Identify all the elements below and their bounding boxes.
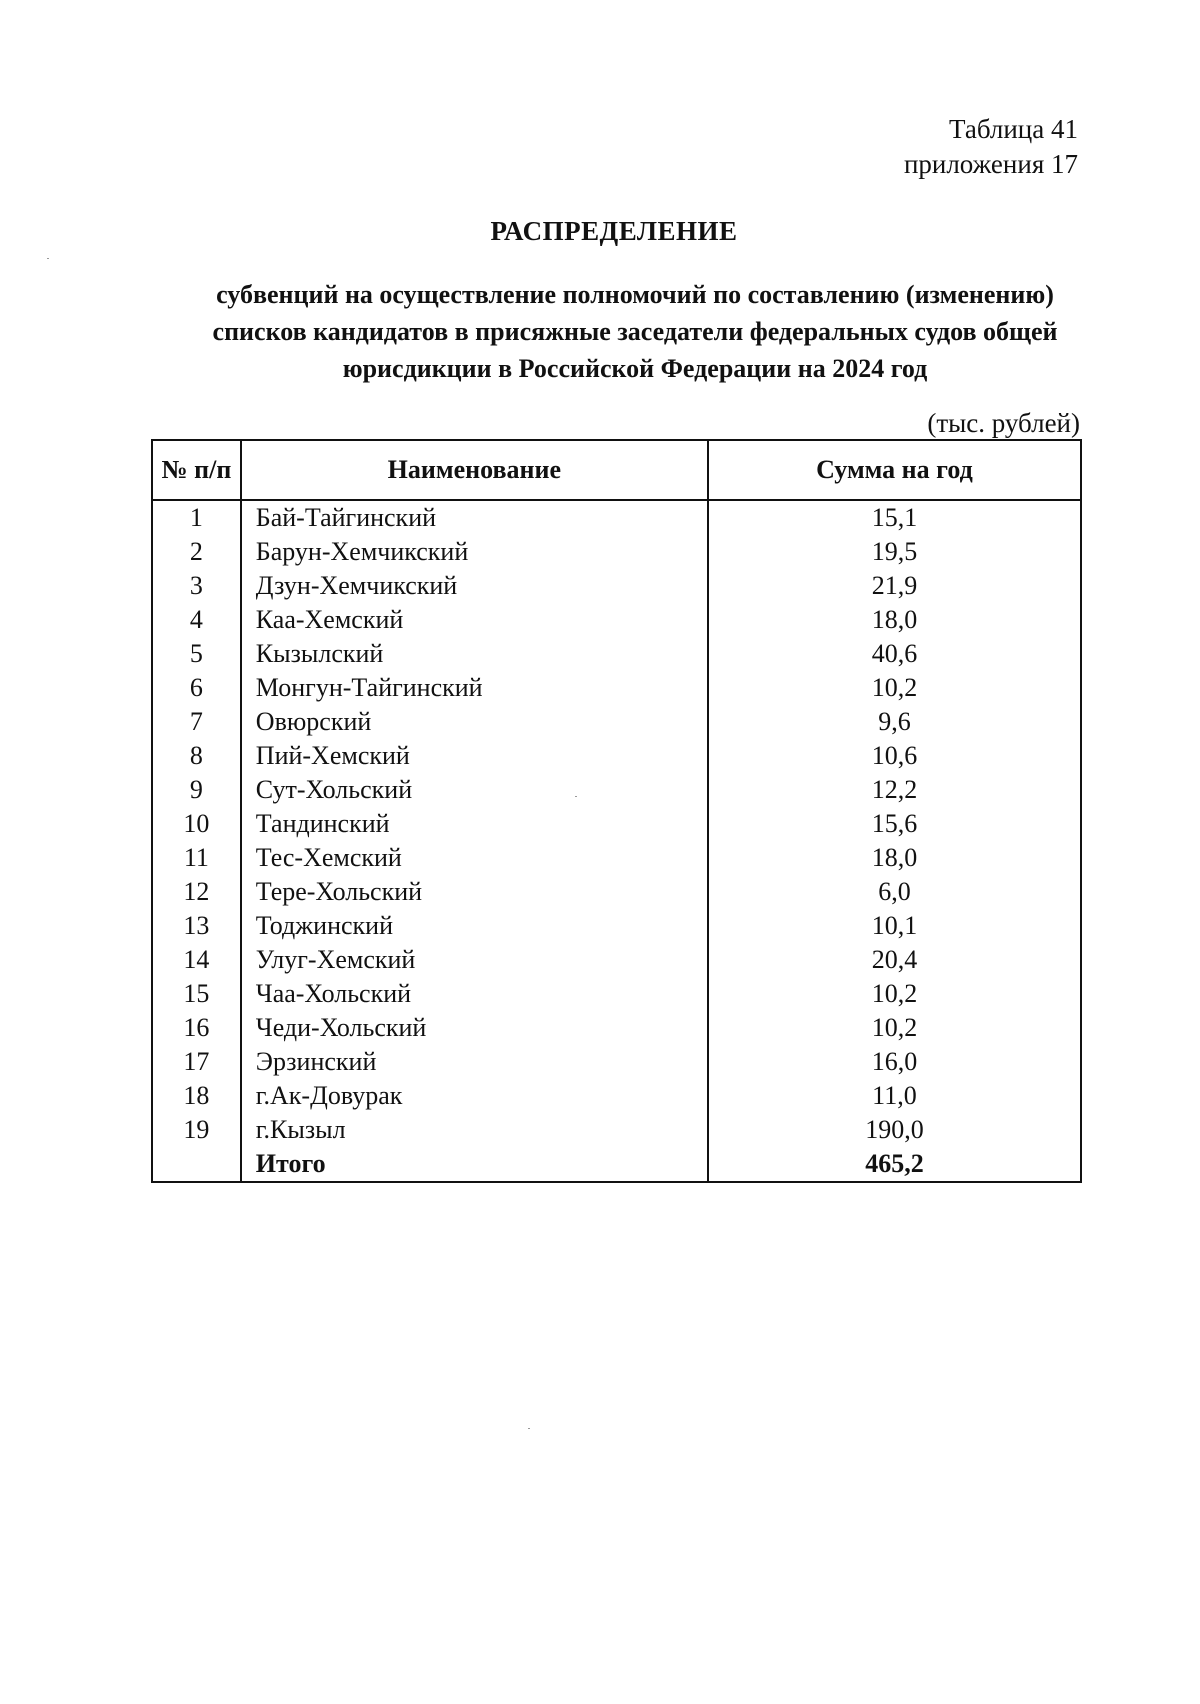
table-row	[152, 1011, 1081, 1045]
row-number: 11	[152, 841, 241, 875]
appendix-reference: приложения 17	[903, 149, 1078, 179]
row-number: 5	[152, 637, 241, 671]
table-row	[152, 637, 1081, 671]
row-sum: 12,2	[708, 773, 1081, 807]
table-row	[152, 535, 1081, 569]
table-row	[152, 875, 1081, 909]
table-row	[152, 773, 1081, 807]
row-number: 9	[152, 773, 241, 807]
row-number: 19	[152, 1113, 241, 1147]
table-row	[152, 671, 1081, 705]
row-number: 16	[152, 1011, 241, 1045]
row-number: 12	[152, 875, 241, 909]
table-body	[152, 500, 1081, 1182]
row-name: Чеди-Хольский	[241, 1011, 708, 1045]
table-row	[152, 603, 1081, 637]
row-sum: 6,0	[708, 875, 1081, 909]
row-name: Кызылский	[241, 637, 708, 671]
row-name: Бай-Тайгинский	[241, 500, 708, 535]
row-name: Овюрский	[241, 705, 708, 739]
row-sum: 10,2	[708, 1011, 1081, 1045]
row-name: Тандинский	[241, 807, 708, 841]
row-sum: 18,0	[708, 841, 1081, 875]
header-sum: Сумма на год	[708, 440, 1081, 500]
row-name: Сут-Хольский	[241, 773, 708, 807]
scan-speck	[47, 258, 49, 259]
subtitle-line-1: субвенций на осуществление полномочий по составлению (изменению)	[216, 280, 1054, 309]
row-number: 7	[152, 705, 241, 739]
row-number: 1	[152, 500, 241, 535]
row-sum: 15,1	[708, 500, 1081, 535]
row-name: Тес-Хемский	[241, 841, 708, 875]
row-sum: 20,4	[708, 943, 1081, 977]
row-sum: 9,6	[708, 705, 1081, 739]
row-name: Чаа-Хольский	[241, 977, 708, 1011]
row-number: 13	[152, 909, 241, 943]
row-sum: 10,1	[708, 909, 1081, 943]
row-sum: 11,0	[708, 1079, 1081, 1113]
document-subtitle	[150, 276, 1120, 387]
total-label: Итого	[241, 1147, 708, 1182]
row-sum: 40,6	[708, 637, 1081, 671]
table-reference	[904, 112, 1078, 182]
row-sum: 190,0	[708, 1113, 1081, 1147]
row-sum: 16,0	[708, 1045, 1081, 1079]
table-row	[152, 943, 1081, 977]
row-name: Пий-Хемский	[241, 739, 708, 773]
row-sum: 19,5	[708, 535, 1081, 569]
total-sum: 465,2	[708, 1147, 1081, 1182]
document-title: РАСПРЕДЕЛЕНИЕ	[490, 216, 738, 246]
row-number: 15	[152, 977, 241, 1011]
table-row	[152, 977, 1081, 1011]
row-sum: 10,2	[708, 977, 1081, 1011]
row-number: 17	[152, 1045, 241, 1079]
table-row	[152, 705, 1081, 739]
row-sum: 10,2	[708, 671, 1081, 705]
row-name: г.Ак-Довурак	[241, 1079, 708, 1113]
row-name: Тере-Хольский	[241, 875, 708, 909]
table-row	[152, 1079, 1081, 1113]
row-name: Каа-Хемский	[241, 603, 708, 637]
row-name: Эрзинский	[241, 1045, 708, 1079]
total-row	[152, 1147, 1081, 1182]
table-row	[152, 841, 1081, 875]
row-name: Монгун-Тайгинский	[241, 671, 708, 705]
table-row	[152, 569, 1081, 603]
scan-speck	[575, 796, 577, 797]
row-name: Улуг-Хемский	[241, 943, 708, 977]
subtitle-line-3: юрисдикции в Российской Федерации на 2024 год	[342, 354, 928, 383]
row-number: 2	[152, 535, 241, 569]
table-row	[152, 909, 1081, 943]
scan-speck	[528, 1428, 530, 1429]
row-sum: 10,6	[708, 739, 1081, 773]
subtitle-line-2: списков кандидатов в присяжные заседатели федеральных судов общей	[212, 317, 1058, 346]
table-row	[152, 807, 1081, 841]
header-name: Наименование	[241, 440, 708, 500]
row-number: 18	[152, 1079, 241, 1113]
unit-label: (тыс. рублей)	[927, 408, 1080, 438]
row-name: Дзун-Хемчикский	[241, 569, 708, 603]
row-name: г.Кызыл	[241, 1113, 708, 1147]
table-header-row	[152, 440, 1081, 500]
row-name: Тоджинский	[241, 909, 708, 943]
row-sum: 21,9	[708, 569, 1081, 603]
table-row	[152, 1045, 1081, 1079]
distribution-table	[151, 439, 1082, 1183]
row-sum: 15,6	[708, 807, 1081, 841]
total-number-cell	[152, 1147, 241, 1182]
table-row	[152, 500, 1081, 535]
table-row	[152, 1113, 1081, 1147]
row-number: 14	[152, 943, 241, 977]
row-number: 8	[152, 739, 241, 773]
row-name: Барун-Хемчикский	[241, 535, 708, 569]
table-row	[152, 739, 1081, 773]
row-sum: 18,0	[708, 603, 1081, 637]
row-number: 4	[152, 603, 241, 637]
table-number: Таблица 41	[949, 114, 1078, 144]
row-number: 10	[152, 807, 241, 841]
header-number: № п/п	[152, 440, 241, 500]
row-number: 6	[152, 671, 241, 705]
row-number: 3	[152, 569, 241, 603]
